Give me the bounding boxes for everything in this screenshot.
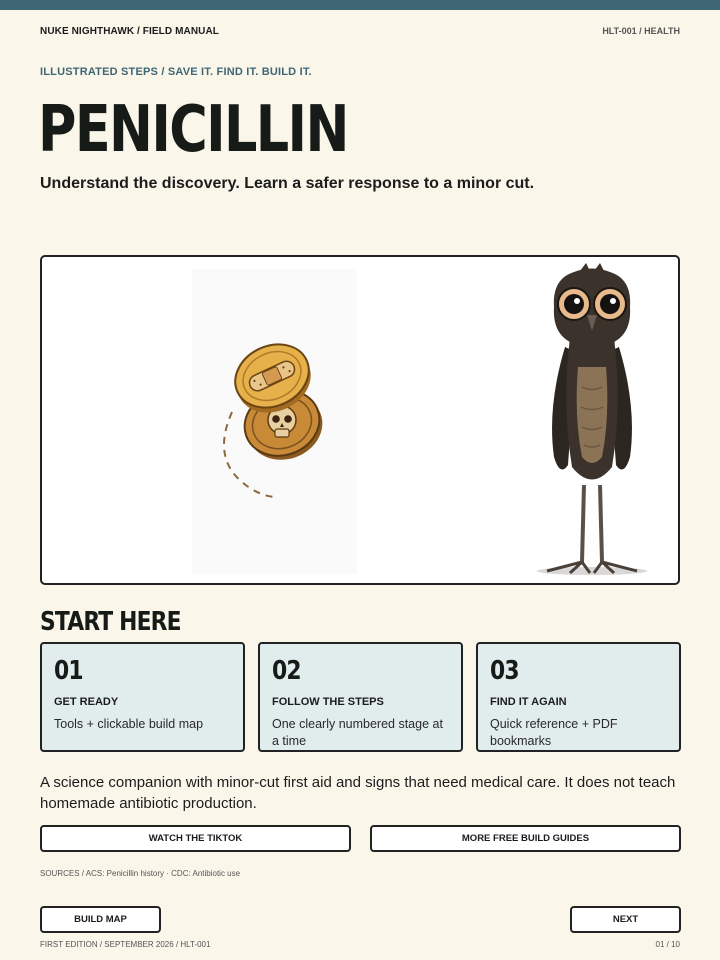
- page-number: 01 / 10: [655, 940, 680, 949]
- more-build-guides-button[interactable]: MORE FREE BUILD GUIDES: [370, 825, 681, 852]
- edition-line: FIRST EDITION / SEPTEMBER 2026 / HLT-001: [40, 940, 211, 949]
- step-number: 01: [54, 656, 83, 686]
- step-title: FIND IT AGAIN: [490, 696, 567, 708]
- sources-line: SOURCES / ACS: Penicillin history · CDC: Antibiotic use: [40, 869, 241, 878]
- manual-name: NUKE NIGHTHAWK / FIELD MANUAL: [40, 26, 219, 37]
- page-subtitle: Understand the discovery. Learn a safer response to a minor cut.: [40, 175, 535, 192]
- step-title: FOLLOW THE STEPS: [272, 696, 384, 708]
- top-accent-bar: [0, 0, 720, 10]
- watch-tiktok-button[interactable]: WATCH THE TIKTOK: [40, 825, 351, 852]
- step-description: One clearly numbered stage at a time: [272, 717, 443, 748]
- manual-code: HLT-001 / HEALTH: [602, 26, 680, 36]
- step-number: 03: [490, 656, 519, 686]
- description-text: A science companion with minor-cut first aid and signs that need medical care. It does not teach homemade antibiotic production.: [40, 774, 676, 812]
- step-description: Tools + clickable build map: [54, 717, 204, 731]
- step-card-follow-the-steps[interactable]: [258, 642, 463, 752]
- kicker: ILLUSTRATED STEPS / SAVE IT. FIND IT. BUILD IT.: [40, 66, 312, 78]
- step-number: 02: [272, 656, 301, 686]
- next-button[interactable]: NEXT: [570, 906, 681, 933]
- step-title: GET READY: [54, 696, 119, 708]
- step-description: Quick reference + PDF bookmarks: [490, 717, 618, 748]
- build-map-button[interactable]: BUILD MAP: [40, 906, 161, 933]
- hero-illustration-panel: [40, 255, 680, 585]
- owl-mascot: [537, 263, 647, 575]
- start-here-heading: START HERE: [40, 607, 181, 637]
- hero-illustration: [42, 257, 680, 585]
- page-title: PENICILLIN: [38, 93, 348, 167]
- step-card-find-it-again[interactable]: [476, 642, 681, 752]
- step-card-get-ready[interactable]: [40, 642, 245, 752]
